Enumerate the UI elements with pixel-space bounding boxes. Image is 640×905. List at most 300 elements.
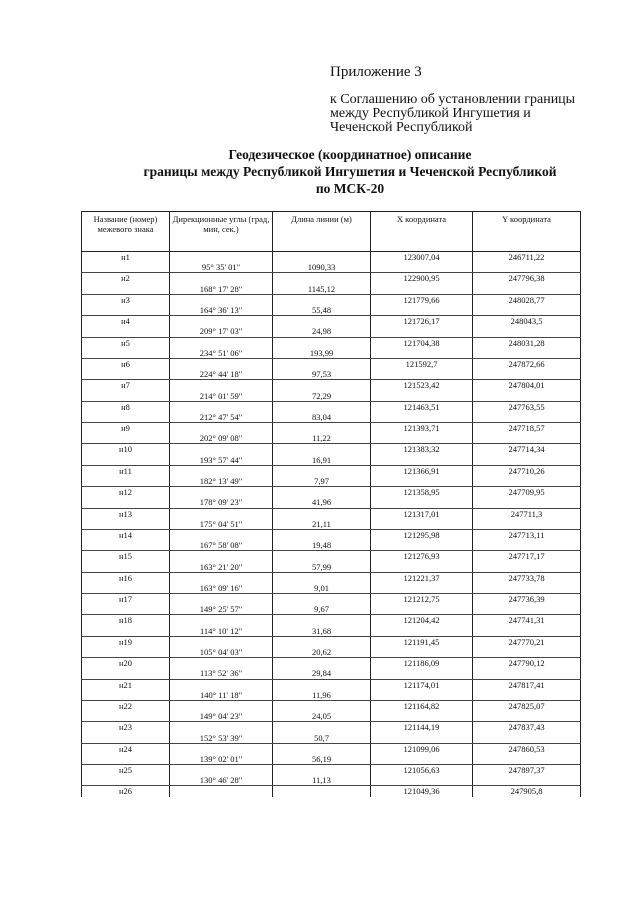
empty-cell — [473, 262, 581, 273]
empty-cell — [371, 754, 473, 765]
point-row — [82, 765, 581, 776]
empty-cell — [273, 444, 371, 455]
segment-row — [82, 561, 581, 572]
x-coordinate: 121383,32 — [371, 444, 473, 455]
empty-cell — [273, 722, 371, 733]
y-coordinate: 247736,39 — [473, 594, 581, 605]
segment-row — [82, 775, 581, 786]
point-row — [82, 252, 581, 263]
segment-row — [82, 262, 581, 273]
point-row — [82, 572, 581, 583]
segment-row — [82, 690, 581, 701]
empty-cell — [82, 369, 170, 380]
empty-cell — [473, 455, 581, 466]
empty-cell — [473, 412, 581, 423]
point-name: н16 — [82, 572, 170, 583]
empty-cell — [371, 412, 473, 423]
empty-cell — [82, 412, 170, 423]
point-name: н25 — [82, 765, 170, 776]
direction-angle: 234° 51' 06" — [170, 348, 273, 359]
empty-cell — [170, 508, 273, 519]
empty-cell — [82, 476, 170, 487]
line-length: 24,98 — [273, 326, 371, 337]
x-coordinate: 121049,36 — [371, 786, 473, 797]
point-row — [82, 294, 581, 305]
empty-cell — [273, 508, 371, 519]
empty-cell — [371, 604, 473, 615]
segment-row — [82, 604, 581, 615]
x-coordinate: 121144,19 — [371, 722, 473, 733]
empty-cell — [371, 262, 473, 273]
y-coordinate: 247717,17 — [473, 551, 581, 562]
x-coordinate: 121164,82 — [371, 700, 473, 711]
point-name: н4 — [82, 316, 170, 327]
y-coordinate: 247897,37 — [473, 765, 581, 776]
empty-cell — [273, 316, 371, 327]
empty-cell — [170, 423, 273, 434]
x-coordinate: 121221,37 — [371, 572, 473, 583]
segment-row — [82, 476, 581, 487]
x-coordinate: 121393,71 — [371, 423, 473, 434]
point-row — [82, 615, 581, 626]
direction-angle: 149° 25' 57" — [170, 604, 273, 615]
point-row — [82, 337, 581, 348]
x-coordinate: 121204,42 — [371, 615, 473, 626]
y-coordinate: 248028,77 — [473, 294, 581, 305]
empty-cell — [170, 551, 273, 562]
empty-cell — [170, 679, 273, 690]
y-coordinate: 247837,43 — [473, 722, 581, 733]
y-coordinate: 247905,8 — [473, 786, 581, 797]
empty-cell — [273, 786, 371, 797]
line-length: 21,11 — [273, 519, 371, 530]
point-name: н23 — [82, 722, 170, 733]
y-coordinate: 247741,31 — [473, 615, 581, 626]
empty-cell — [371, 540, 473, 551]
y-coordinate: 248043,5 — [473, 316, 581, 327]
direction-angle: 168° 17' 28" — [170, 284, 273, 295]
empty-cell — [82, 326, 170, 337]
empty-cell — [273, 743, 371, 754]
direction-angle: 212° 47' 54" — [170, 412, 273, 423]
direction-angle: 140° 11' 18" — [170, 690, 273, 701]
line-length: 193,99 — [273, 348, 371, 359]
segment-row — [82, 668, 581, 679]
empty-cell — [82, 583, 170, 594]
direction-angle: 152° 53' 39" — [170, 732, 273, 743]
y-coordinate: 247763,55 — [473, 401, 581, 412]
header-length: Длина линии (м) — [273, 212, 371, 252]
line-length: 50,7 — [273, 732, 371, 743]
point-row — [82, 316, 581, 327]
empty-cell — [473, 604, 581, 615]
x-coordinate: 121186,09 — [371, 658, 473, 669]
x-coordinate: 121592,7 — [371, 358, 473, 369]
empty-cell — [473, 540, 581, 551]
empty-cell — [473, 519, 581, 530]
empty-cell — [273, 358, 371, 369]
heading-line: по МСК-20 — [315, 181, 385, 196]
empty-cell — [473, 754, 581, 765]
x-coordinate: 121358,95 — [371, 487, 473, 498]
appendix-line: Чеченской Республикой — [330, 120, 473, 135]
empty-cell — [170, 444, 273, 455]
line-length: 7,97 — [273, 476, 371, 487]
x-coordinate: 121726,17 — [371, 316, 473, 327]
empty-cell — [170, 743, 273, 754]
line-length: 97,53 — [273, 369, 371, 380]
y-coordinate: 247718,57 — [473, 423, 581, 434]
direction-angle: 224° 44' 18" — [170, 369, 273, 380]
empty-cell — [371, 497, 473, 508]
line-length: 11,13 — [273, 775, 371, 786]
empty-cell — [170, 529, 273, 540]
segment-row — [82, 540, 581, 551]
empty-cell — [82, 497, 170, 508]
x-coordinate: 121523,42 — [371, 380, 473, 391]
y-coordinate: 247804,01 — [473, 380, 581, 391]
point-name: н6 — [82, 358, 170, 369]
empty-cell — [371, 390, 473, 401]
empty-cell — [82, 455, 170, 466]
point-name: н11 — [82, 465, 170, 476]
empty-cell — [82, 561, 170, 572]
empty-cell — [371, 455, 473, 466]
y-coordinate: 247825,07 — [473, 700, 581, 711]
point-row — [82, 679, 581, 690]
empty-cell — [82, 732, 170, 743]
point-name: н15 — [82, 551, 170, 562]
line-length: 19,48 — [273, 540, 371, 551]
x-coordinate: 122900,95 — [371, 273, 473, 284]
line-length: 55,48 — [273, 305, 371, 316]
empty-cell — [170, 487, 273, 498]
segment-row — [82, 305, 581, 316]
empty-cell — [473, 775, 581, 786]
empty-cell — [273, 615, 371, 626]
empty-cell — [371, 326, 473, 337]
empty-cell — [82, 647, 170, 658]
direction-angle: 209° 17' 03" — [170, 326, 273, 337]
line-length: 16,91 — [273, 455, 371, 466]
point-name: н1 — [82, 252, 170, 263]
empty-cell — [273, 273, 371, 284]
empty-cell — [170, 294, 273, 305]
x-coordinate: 121212,75 — [371, 594, 473, 605]
y-coordinate: 247872,66 — [473, 358, 581, 369]
empty-cell — [473, 668, 581, 679]
point-row — [82, 636, 581, 647]
x-coordinate: 121276,93 — [371, 551, 473, 562]
point-name: н8 — [82, 401, 170, 412]
y-coordinate: 247733,78 — [473, 572, 581, 583]
point-row — [82, 786, 581, 797]
empty-cell — [273, 465, 371, 476]
direction-angle: 214° 01' 59" — [170, 390, 273, 401]
empty-cell — [473, 497, 581, 508]
empty-cell — [473, 647, 581, 658]
table-header-row — [82, 212, 581, 252]
header-name: Название (номер) межевого знака — [82, 212, 170, 252]
empty-cell — [273, 529, 371, 540]
empty-cell — [170, 594, 273, 605]
empty-cell — [473, 305, 581, 316]
point-name: н2 — [82, 273, 170, 284]
empty-cell — [371, 369, 473, 380]
empty-cell — [273, 572, 371, 583]
empty-cell — [82, 711, 170, 722]
x-coordinate: 121056,63 — [371, 765, 473, 776]
point-name: н13 — [82, 508, 170, 519]
line-length: 31,68 — [273, 626, 371, 637]
empty-cell — [473, 711, 581, 722]
y-coordinate: 247710,26 — [473, 465, 581, 476]
empty-cell — [371, 583, 473, 594]
point-name: н7 — [82, 380, 170, 391]
empty-cell — [170, 765, 273, 776]
empty-cell — [82, 433, 170, 444]
direction-angle: 95° 35' 01" — [170, 262, 273, 273]
empty-cell — [473, 348, 581, 359]
segment-row — [82, 497, 581, 508]
point-name: н26 — [82, 786, 170, 797]
point-name: н3 — [82, 294, 170, 305]
point-name: н5 — [82, 337, 170, 348]
appendix-line: к Соглашению об установлении границы — [330, 92, 576, 107]
point-row — [82, 508, 581, 519]
empty-cell — [371, 433, 473, 444]
point-row — [82, 551, 581, 562]
header-y: Y координата — [473, 212, 581, 252]
line-length: 1145,12 — [273, 284, 371, 295]
empty-cell — [371, 284, 473, 295]
y-coordinate: 247817,41 — [473, 679, 581, 690]
point-name: н20 — [82, 658, 170, 669]
direction-angle: 130° 46' 28" — [170, 775, 273, 786]
segment-row — [82, 754, 581, 765]
segment-row — [82, 455, 581, 466]
point-row — [82, 743, 581, 754]
empty-cell — [82, 626, 170, 637]
heading-line: Геодезическое (координатное) описание — [228, 147, 472, 162]
y-coordinate: 247860,53 — [473, 743, 581, 754]
empty-cell — [170, 316, 273, 327]
y-coordinate: 248031,28 — [473, 337, 581, 348]
empty-cell — [82, 305, 170, 316]
empty-cell — [273, 423, 371, 434]
table-body — [82, 252, 581, 797]
line-length: 11,22 — [273, 433, 371, 444]
y-coordinate: 247714,34 — [473, 444, 581, 455]
empty-cell — [473, 583, 581, 594]
point-row — [82, 444, 581, 455]
empty-cell — [82, 668, 170, 679]
y-coordinate: 247790,12 — [473, 658, 581, 669]
empty-cell — [273, 294, 371, 305]
point-row — [82, 358, 581, 369]
empty-cell — [371, 711, 473, 722]
direction-angle: 113° 52' 36" — [170, 668, 273, 679]
empty-cell — [82, 754, 170, 765]
empty-cell — [473, 476, 581, 487]
point-name: н9 — [82, 423, 170, 434]
empty-cell — [273, 594, 371, 605]
heading-line: границы между Республикой Ингушетия и Чеченской Республикой — [143, 164, 557, 179]
x-coordinate: 121463,51 — [371, 401, 473, 412]
y-coordinate: 247711,3 — [473, 508, 581, 519]
segment-row — [82, 711, 581, 722]
empty-cell — [473, 626, 581, 637]
line-length: 72,29 — [273, 390, 371, 401]
empty-cell — [371, 732, 473, 743]
header-angle: Дирекционные углы (град, мин, сек.) — [170, 212, 273, 252]
empty-cell — [273, 765, 371, 776]
y-coordinate: 247796,38 — [473, 273, 581, 284]
segment-row — [82, 626, 581, 637]
empty-cell — [82, 690, 170, 701]
segment-row — [82, 369, 581, 380]
empty-cell — [170, 401, 273, 412]
empty-cell — [82, 519, 170, 530]
empty-cell — [473, 732, 581, 743]
empty-cell — [473, 390, 581, 401]
appendix-title: Приложение 3 — [330, 64, 422, 80]
empty-cell — [473, 433, 581, 444]
segment-row — [82, 284, 581, 295]
line-length: 83,04 — [273, 412, 371, 423]
line-length: 41,96 — [273, 497, 371, 508]
x-coordinate: 123007,04 — [371, 252, 473, 263]
document-heading — [60, 146, 640, 197]
x-coordinate: 121099,06 — [371, 743, 473, 754]
empty-cell — [273, 700, 371, 711]
line-length: 1090,33 — [273, 262, 371, 273]
point-name: н21 — [82, 679, 170, 690]
point-name: н22 — [82, 700, 170, 711]
empty-cell — [170, 380, 273, 391]
point-row — [82, 423, 581, 434]
empty-cell — [371, 561, 473, 572]
direction-angle: 202° 09' 08" — [170, 433, 273, 444]
x-coordinate: 121779,66 — [371, 294, 473, 305]
empty-cell — [170, 252, 273, 263]
empty-cell — [170, 786, 273, 797]
empty-cell — [371, 690, 473, 701]
empty-cell — [170, 273, 273, 284]
line-length: 20,62 — [273, 647, 371, 658]
empty-cell — [273, 487, 371, 498]
empty-cell — [473, 690, 581, 701]
empty-cell — [273, 337, 371, 348]
x-coordinate: 121317,01 — [371, 508, 473, 519]
coordinates-table — [81, 211, 581, 797]
direction-angle: 149° 04' 23" — [170, 711, 273, 722]
direction-angle: 163° 21' 20" — [170, 561, 273, 572]
direction-angle: 114° 10' 12" — [170, 626, 273, 637]
empty-cell — [371, 348, 473, 359]
segment-row — [82, 519, 581, 530]
empty-cell — [273, 636, 371, 647]
x-coordinate: 121191,45 — [371, 636, 473, 647]
y-coordinate: 247709,95 — [473, 487, 581, 498]
line-length: 11,96 — [273, 690, 371, 701]
line-length: 56,19 — [273, 754, 371, 765]
empty-cell — [82, 390, 170, 401]
point-row — [82, 594, 581, 605]
point-row — [82, 722, 581, 733]
point-name: н10 — [82, 444, 170, 455]
empty-cell — [371, 775, 473, 786]
segment-row — [82, 647, 581, 658]
empty-cell — [473, 369, 581, 380]
empty-cell — [82, 604, 170, 615]
empty-cell — [273, 401, 371, 412]
empty-cell — [273, 679, 371, 690]
empty-cell — [82, 284, 170, 295]
segment-row — [82, 732, 581, 743]
segment-row — [82, 390, 581, 401]
direction-angle: 175° 04' 51" — [170, 519, 273, 530]
line-length: 9,01 — [273, 583, 371, 594]
empty-cell — [170, 636, 273, 647]
empty-cell — [371, 305, 473, 316]
point-name: н24 — [82, 743, 170, 754]
empty-cell — [371, 647, 473, 658]
empty-cell — [371, 626, 473, 637]
direction-angle: 182° 13' 49" — [170, 476, 273, 487]
empty-cell — [273, 380, 371, 391]
empty-cell — [170, 572, 273, 583]
point-row — [82, 380, 581, 391]
direction-angle: 163° 09' 16" — [170, 583, 273, 594]
point-row — [82, 529, 581, 540]
point-row — [82, 487, 581, 498]
point-row — [82, 465, 581, 476]
y-coordinate: 247713,11 — [473, 529, 581, 540]
point-row — [82, 658, 581, 669]
x-coordinate: 121295,98 — [371, 529, 473, 540]
y-coordinate: 247770,21 — [473, 636, 581, 647]
segment-row — [82, 433, 581, 444]
empty-cell — [371, 519, 473, 530]
point-name: н14 — [82, 529, 170, 540]
empty-cell — [273, 658, 371, 669]
empty-cell — [170, 337, 273, 348]
empty-cell — [473, 326, 581, 337]
direction-angle: 167° 58' 08" — [170, 540, 273, 551]
x-coordinate: 121174,01 — [371, 679, 473, 690]
empty-cell — [170, 700, 273, 711]
empty-cell — [82, 775, 170, 786]
line-length: 57,99 — [273, 561, 371, 572]
point-name: н12 — [82, 487, 170, 498]
empty-cell — [371, 476, 473, 487]
point-row — [82, 273, 581, 284]
y-coordinate: 246711,22 — [473, 252, 581, 263]
segment-row — [82, 348, 581, 359]
empty-cell — [170, 465, 273, 476]
direction-angle: 178° 09' 23" — [170, 497, 273, 508]
empty-cell — [170, 358, 273, 369]
direction-angle: 139° 02' 01" — [170, 754, 273, 765]
empty-cell — [170, 722, 273, 733]
empty-cell — [273, 551, 371, 562]
segment-row — [82, 583, 581, 594]
x-coordinate: 121704,38 — [371, 337, 473, 348]
empty-cell — [82, 540, 170, 551]
point-row — [82, 700, 581, 711]
empty-cell — [371, 668, 473, 679]
